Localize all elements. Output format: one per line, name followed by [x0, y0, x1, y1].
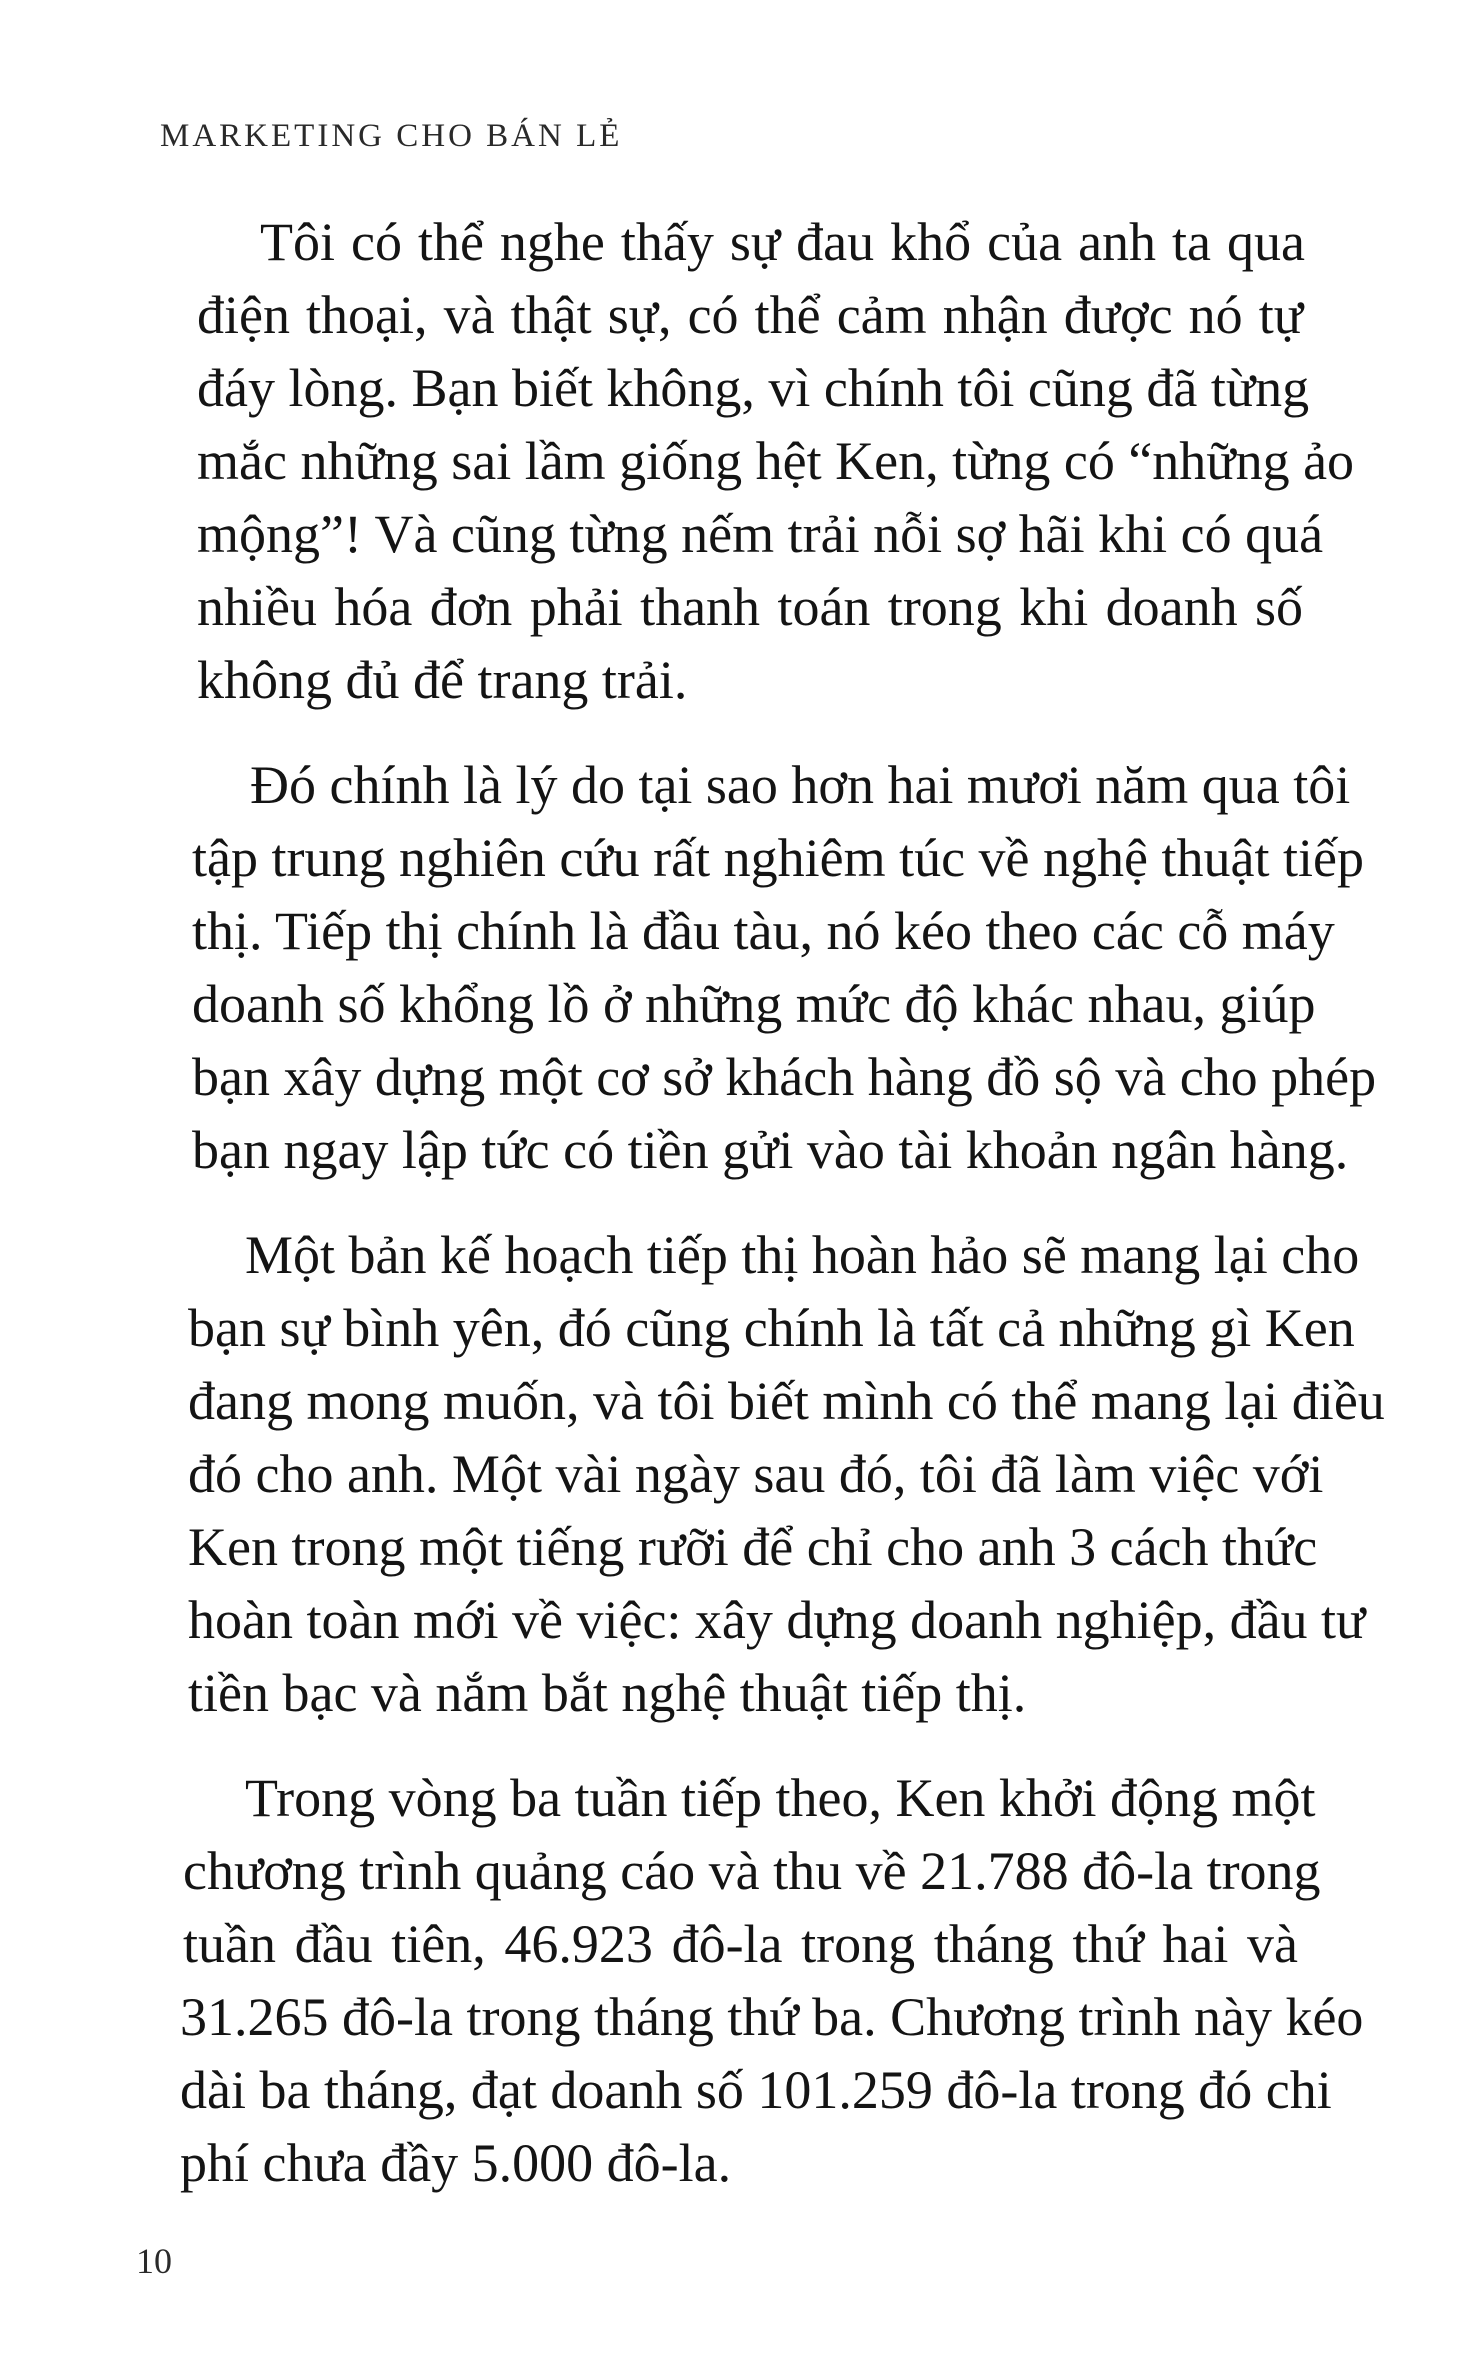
- paragraph-2-line-2: tập trung nghiên cứu rất nghiêm túc về nghệ thuật tiếp: [192, 828, 1364, 888]
- paragraph-1-line-5: mộng”! Và cũng từng nếm trải nỗi sợ hãi khi có quá: [197, 504, 1324, 564]
- paragraph-4-line-6: phí chưa đầy 5.000 đô-la.: [180, 2133, 732, 2193]
- paragraph-4-line-2: chương trình quảng cáo và thu về 21.788 đô-la trong: [183, 1841, 1321, 1901]
- paragraph-4-line-1: Trong vòng ba tuần tiếp theo, Ken khởi động một: [245, 1768, 1316, 1828]
- paragraph-1-line-1: Tôi có thể nghe thấy sự đau khổ của anh ta qua: [260, 212, 1305, 272]
- paragraph-4-line-3: tuần đầu tiên, 46.923 đô-la trong tháng thứ hai và: [183, 1914, 1298, 1974]
- paragraph-3-line-4: đó cho anh. Một vài ngày sau đó, tôi đã làm việc với: [188, 1444, 1324, 1504]
- paragraph-1-line-3: đáy lòng. Bạn biết không, vì chính tôi cũng đã từng: [197, 358, 1310, 418]
- paragraph-1-line-7: không đủ để trang trải.: [197, 650, 688, 710]
- paragraph-2-line-1: Đó chính là lý do tại sao hơn hai mươi năm qua tôi: [250, 755, 1351, 815]
- paragraph-2-line-5: bạn xây dựng một cơ sở khách hàng đồ sộ và cho phép: [192, 1047, 1377, 1107]
- paragraph-2-line-6: bạn ngay lập tức có tiền gửi vào tài khoản ngân hàng.: [192, 1120, 1349, 1180]
- paragraph-3-line-7: tiền bạc và nắm bắt nghệ thuật tiếp thị.: [188, 1663, 1027, 1723]
- paragraph-3-line-2: bạn sự bình yên, đó cũng chính là tất cả những gì Ken: [188, 1298, 1355, 1358]
- paragraph-1-line-2: điện thoại, và thật sự, có thể cảm nhận được nó tự: [197, 285, 1303, 345]
- paragraph-2-line-3: thị. Tiếp thị chính là đầu tàu, nó kéo theo các cỗ máy: [192, 901, 1335, 961]
- paragraph-4-line-5: dài ba tháng, đạt doanh số 101.259 đô-la trong đó chi: [180, 2060, 1332, 2120]
- paragraph-4-line-4: 31.265 đô-la trong tháng thứ ba. Chương trình này kéo: [180, 1987, 1364, 2047]
- page-number: 10: [136, 2241, 172, 2281]
- paragraph-1-line-4: mắc những sai lầm giống hệt Ken, từng có “những ảo: [197, 431, 1355, 491]
- paragraph-3-line-6: hoàn toàn mới về việc: xây dựng doanh nghiệp, đầu tư: [188, 1590, 1366, 1650]
- paragraph-2-line-4: doanh số khổng lồ ở những mức độ khác nhau, giúp: [192, 974, 1316, 1034]
- paragraph-3-line-3: đang mong muốn, và tôi biết mình có thể mang lại điều: [188, 1371, 1385, 1431]
- paragraph-3-line-1: Một bản kế hoạch tiếp thị hoàn hảo sẽ mang lại cho: [245, 1225, 1360, 1285]
- paragraph-3-line-5: Ken trong một tiếng rưỡi để chỉ cho anh 3 cách thức: [188, 1517, 1318, 1577]
- running-header: MARKETING CHO BÁN LẺ: [160, 118, 623, 154]
- paragraph-1-line-6: nhiều hóa đơn phải thanh toán trong khi doanh số: [197, 577, 1303, 637]
